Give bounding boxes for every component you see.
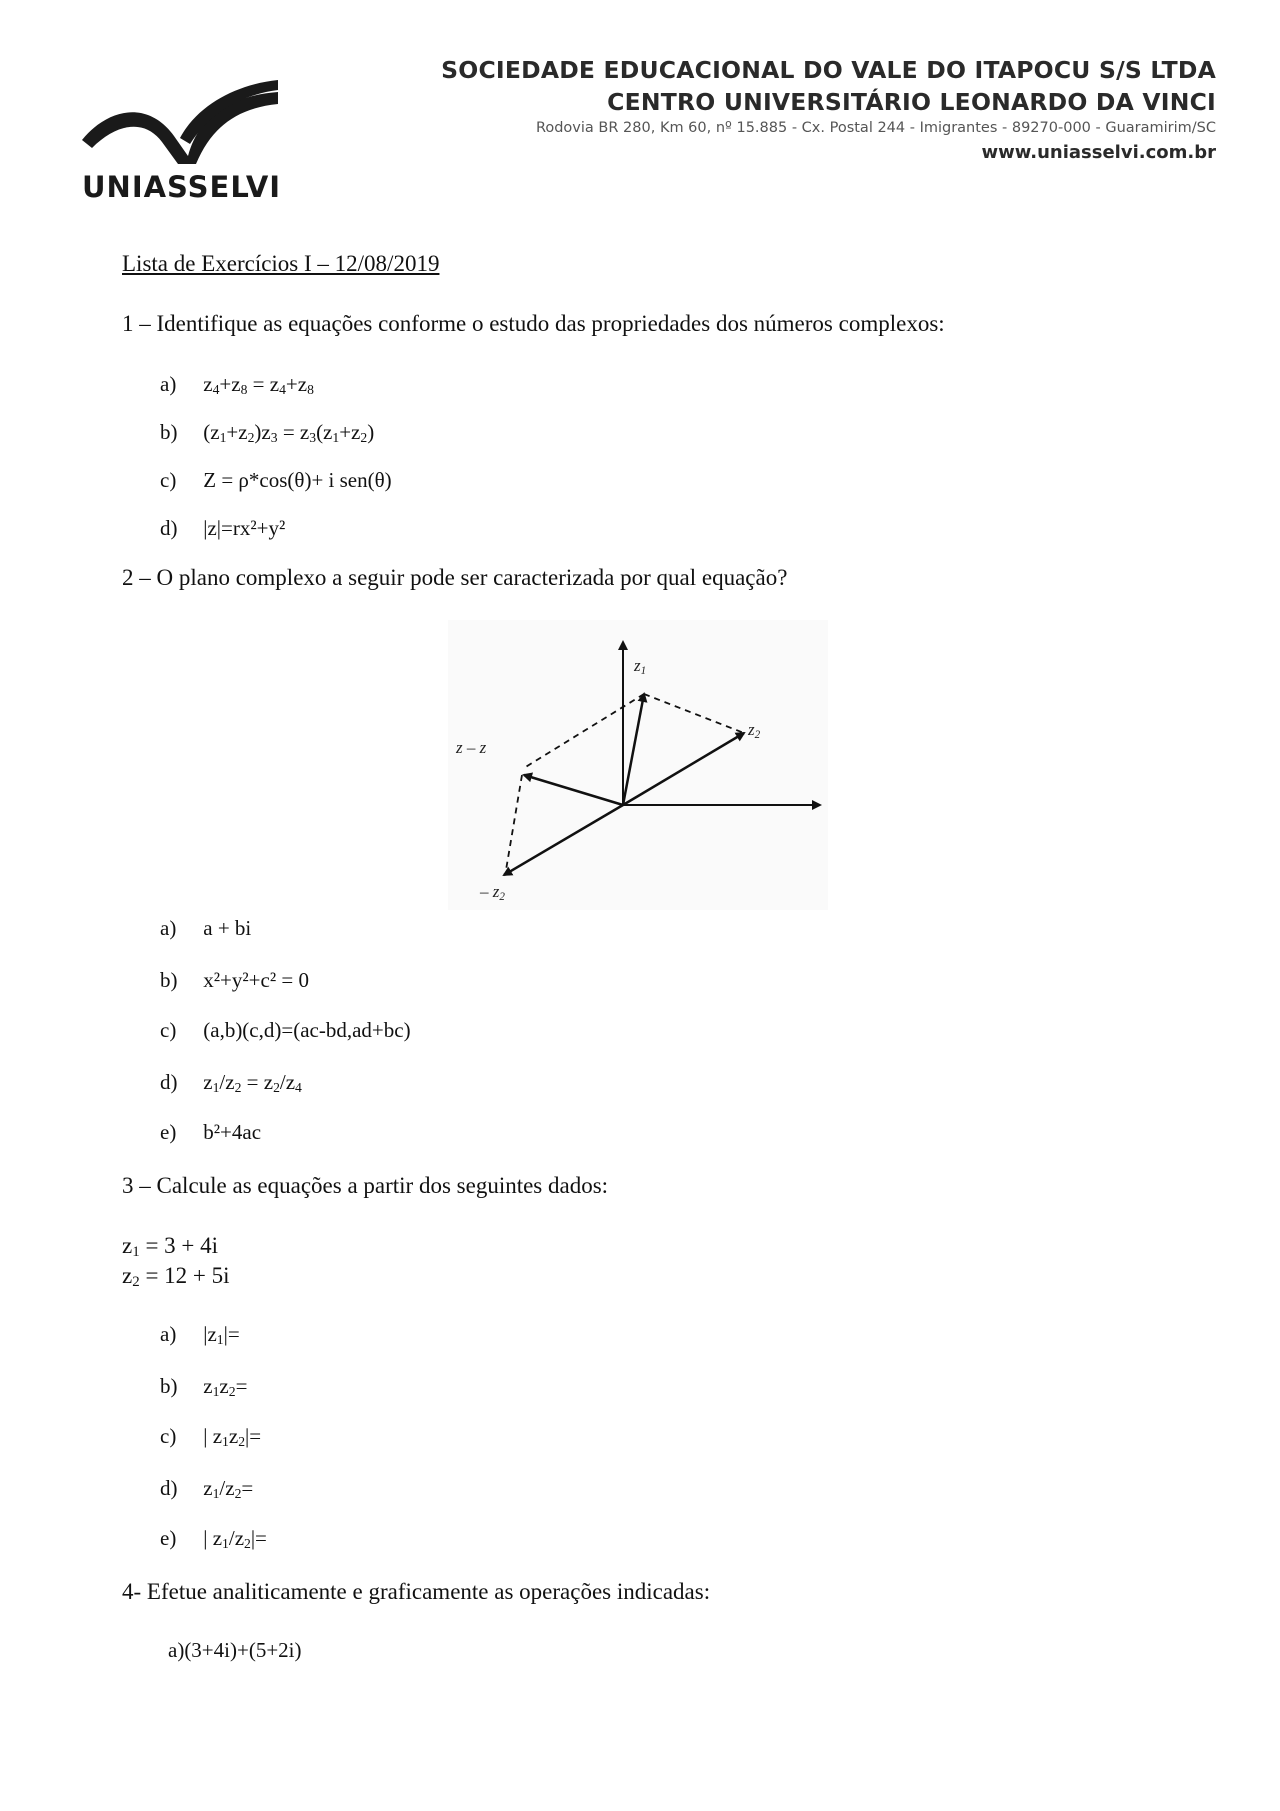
option-label: c) (160, 1424, 177, 1448)
question-2: 2 – O plano complexo a seguir pode ser caracterizada por qual equação? (122, 565, 788, 590)
dashed-z1-diff (524, 694, 644, 768)
option-label: c) (160, 1018, 177, 1042)
page-title: Lista de Exercícios I – 12/08/2019 (122, 251, 440, 276)
q1-option-d (160, 518, 285, 539)
q3-option-d (160, 1478, 253, 1499)
q1-option-c (160, 470, 392, 491)
option-text: Z = ρ*cos(θ)+ i sen(θ) (203, 468, 392, 492)
option-text: a + bi (203, 916, 252, 940)
q1-option-b (160, 422, 374, 443)
complex-plane-figure (448, 620, 828, 910)
option-text: $(z_1+z_2)z_3 = z_3(z_1+z_2)$ (203, 420, 375, 445)
q1-option-a (160, 374, 314, 395)
label-minus-z2: – $z_2$ (480, 882, 505, 903)
option-label: e) (160, 1120, 177, 1144)
question-1: 1 – Identifique as equações conforme o estudo das propriedades dos números complexos: (122, 311, 945, 336)
q2-option-b (160, 970, 309, 991)
label-z2: $z_2$ (748, 720, 761, 741)
q3-option-b (160, 1376, 247, 1397)
option-text: x²+y²+c² = 0 (203, 968, 309, 992)
option-text: | $z_1z_2|=$ (203, 1424, 262, 1449)
q3-option-c (160, 1426, 261, 1447)
option-label: a) (160, 1322, 177, 1346)
vector-z1-minus-z2 (524, 775, 623, 805)
option-text: (a,b)(c,d)=(ac-bd,ad+bc) (203, 1018, 411, 1042)
logo-mark-icon (78, 78, 288, 168)
option-label: d) (160, 1476, 178, 1500)
dashed-z1-z2 (644, 694, 744, 733)
q2-option-d (160, 1072, 302, 1093)
q3-option-e (160, 1528, 267, 1549)
q4-option-a: a)(3+4i)+(5+2i) (168, 1638, 302, 1662)
q2-option-e (160, 1122, 261, 1143)
given-z1: $z_1 = 3 + 4i$ (122, 1233, 219, 1260)
question-4: 4- Efetue analiticamente e graficamente as operações indicadas: (122, 1579, 711, 1604)
option-label: d) (160, 1070, 178, 1094)
option-label: c) (160, 468, 177, 492)
university-name: CENTRO UNIVERSITÁRIO LEONARDO DA VINCI (607, 88, 1216, 116)
option-text: | $z_1/z_2|=$ (203, 1526, 267, 1551)
option-text: $z_4+z_8 = z_4+z_8$ (203, 372, 314, 397)
question-3: 3 – Calcule as equações a partir dos seguintes dados: (122, 1173, 609, 1198)
address: Rodovia BR 280, Km 60, nº 15.885 - Cx. Postal 244 - Imigrantes - 89270-000 - Guaramirim/SC (535, 120, 1216, 136)
option-label: b) (160, 968, 178, 992)
option-label: b) (160, 1374, 178, 1398)
q2-option-c (160, 1020, 411, 1041)
label-z1-minus-z2: z – z (456, 738, 487, 757)
option-label: d) (160, 516, 178, 540)
q3-option-a (160, 1324, 240, 1345)
option-text: $|z_1|=$ (203, 1322, 240, 1347)
option-text: |z|=rx²+y² (203, 516, 286, 540)
dashed-diff-neg (506, 775, 522, 870)
option-text: $z_1z_2=$ (203, 1374, 248, 1399)
option-label: b) (160, 420, 178, 444)
option-text: $z_1/z_2 = z_2/z_4$ (203, 1070, 302, 1095)
label-z1: $z_1$ (634, 656, 647, 677)
option-text: b²+4ac (203, 1120, 262, 1144)
option-label: e) (160, 1526, 177, 1550)
logo-text: UNIASSELVI (82, 170, 282, 204)
vector-minus-z2 (504, 805, 623, 875)
option-text: $z_1/z_2=$ (203, 1476, 254, 1501)
option-label: a) (160, 372, 177, 396)
option-label: a) (160, 916, 177, 940)
vector-z2 (623, 733, 744, 805)
website: www.uniasselvi.com.br (981, 142, 1216, 163)
institution-name: SOCIEDADE EDUCACIONAL DO VALE DO ITAPOCU S/S LTDA (441, 56, 1216, 84)
q2-option-a (160, 918, 251, 939)
vector-z1 (623, 694, 644, 805)
given-z2: $z_2 = 12 + 5i$ (122, 1263, 230, 1290)
uniasselvi-logo (78, 78, 288, 208)
